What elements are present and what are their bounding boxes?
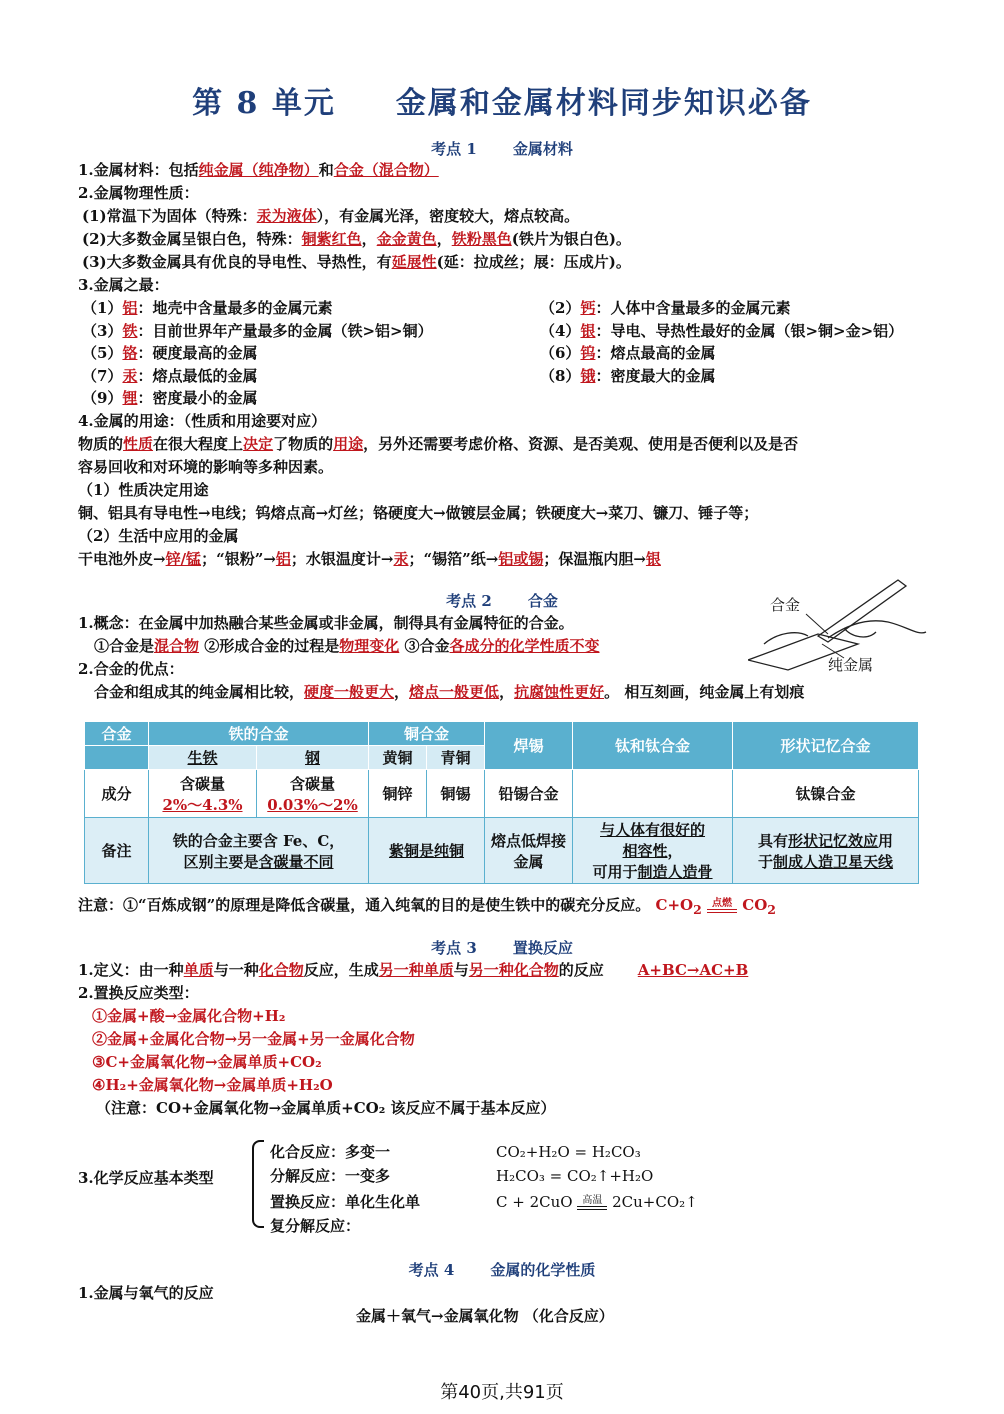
type-double-displacement: 复分解反应：	[270, 1217, 361, 1235]
section-heading-2: 考点 2 合金	[446, 592, 558, 610]
line-uses-heading: 4.金属的用途：（性质和用途要对应）	[78, 412, 327, 430]
line-displacement-def: 1.定义：由一种单质与一种化合物反应，生成另一种单质与另一种化合物的反应 A+BC→AC+B	[78, 961, 749, 979]
th-titanium: 钛和钛合金	[573, 722, 733, 770]
line-physical-props: 2.金属物理性质：	[78, 184, 199, 202]
superlative-2: （2）钙：人体中含量最多的金属元素	[540, 299, 791, 317]
unit-label: 第 8 单元	[192, 86, 336, 121]
line-uses-text-2: 容易回收和对环境的影响等多种因素。	[78, 458, 334, 476]
line-co-note: （注意：CO+金属氧化物→金属单质+CO₂ 该反应不属于基本反应）	[96, 1099, 556, 1117]
th-bronze: 青铜	[427, 746, 485, 770]
line-uses-sub-2: （2）生活中应用的金属	[78, 527, 239, 545]
superlative-1: （1）铝：地壳中含量最多的金属元素	[82, 299, 333, 317]
th-iron-alloy: 铁的合金	[149, 722, 369, 746]
line-alloy-concept: 1.概念：在金属中加热融合某些金属或非金属，制得具有金属特征的合金。	[78, 614, 574, 632]
type-combination: 化合反应：多变一	[270, 1143, 391, 1161]
illus-label-pure-metal: 纯金属	[828, 656, 874, 674]
line-daily-metals: 干电池外皮→锌/锰；“银粉”→铝；水银温度计→汞；“锡箔”纸→铝或锡；保温瓶内胆→银	[78, 550, 661, 568]
line-displacement-types: 2.置换反应类型：	[78, 984, 199, 1002]
brace	[252, 1140, 264, 1228]
eq-combination: CO₂+H₂O = H₂CO₃	[496, 1143, 641, 1161]
line-alloy-points: ①合金是混合物 ②形成合金的过程是物理变化 ③合金各成分的化学性质不变	[94, 637, 600, 655]
unit-name: 金属和金属材料同步知识必备	[395, 86, 812, 121]
type-displacement: 置换反应：单化生化单	[270, 1193, 421, 1211]
line-prop-3: (3)大多数金属具有优良的导电性、导热性，有延展性(延：拉成丝；展：压成片)。	[82, 253, 631, 271]
superlative-7: （7）汞：熔点最低的金属	[82, 367, 258, 385]
line-uses-sub-1: （1）性质决定用途	[78, 481, 209, 499]
th-brass: 黄铜	[369, 746, 427, 770]
superlative-4: （4）银：导电、导热性最好的金属（银>铜>金>铝）	[540, 322, 904, 340]
alloy-table	[84, 721, 919, 884]
line-metal-materials: 1.金属材料：包括纯金属（纯净物）和合金（混合物）	[78, 161, 439, 179]
eq-decomposition: H₂CO₃ = CO₂↑+H₂O	[496, 1167, 654, 1185]
section-heading-1: 考点 1 金属材料	[431, 140, 573, 158]
section-heading-3: 考点 3 置换反应	[431, 939, 573, 957]
th-solder: 焊锡	[485, 722, 573, 770]
line-steel-note: 注意：①“百炼成钢”的原理是降低含碳量，通入纯氧的目的是使生铁中的碳充分反应。 $C+O_2$ 点燃 $CO_2$	[78, 896, 776, 917]
line-metal-superlatives: 3.金属之最：	[78, 276, 169, 294]
line-type-4: ④H₂+金属氧化物→金属单质+H₂O	[92, 1076, 333, 1094]
page-number: 第40页,共91页	[440, 1382, 564, 1403]
line-uses-text-1: 物质的性质在很大程度上决定了物质的用途，另外还需要考虑价格、资源、是否美观、使用是否便利以及是否	[78, 435, 799, 453]
table-row-notes: 备注 铁的合金主要含 Fe、C， 区别主要是含碳量不同 紫铜是纯铜 熔点低焊接金属 与人体有很好的 相容性， 可用于制造人造骨 具有形状记忆效应用 于制成人造卫星天线	[85, 818, 919, 884]
line-type-1: ①金属+酸→金属化合物+H₂	[92, 1007, 286, 1025]
th-pig-iron: 生铁	[149, 746, 257, 770]
line-metal-oxygen-eq: 金属＋氧气→金属氧化物 （化合反应）	[356, 1307, 614, 1325]
table-row-composition: 成分 含碳量 2%～4.3% 含碳量 0.03%～2% 铜锌 铜锡 铅锡合金 钛镍合金	[85, 770, 919, 818]
superlative-8: （8）锇：密度最大的金属	[540, 367, 716, 385]
th-alloy: 合金	[85, 722, 149, 746]
th-copper-alloy: 铜合金	[369, 722, 485, 746]
superlative-6: （6）钨：熔点最高的金属	[540, 344, 716, 362]
line-basic-types-label: 3.化学反应基本类型	[78, 1169, 214, 1187]
eq-displacement: C + 2CuO 高温 2Cu+CO₂↑	[496, 1193, 698, 1211]
line-alloy-compare: 合金和组成其的纯金属相比较，硬度一般更大，熔点一般更低，抗腐蚀性更好。 相互刻画，纯金属上有划痕	[94, 683, 805, 701]
superlative-9: （9）锂：密度最小的金属	[82, 389, 258, 407]
superlative-5: （5）铬：硬度最高的金属	[82, 344, 258, 362]
line-prop-1: (1)常温下为固体（特殊：汞为液体），有金属光泽，密度较大，熔点较高。	[82, 207, 580, 225]
line-type-3: ③C+金属氧化物→金属单质+CO₂	[92, 1053, 322, 1071]
line-uses-examples: 铜、铝具有导电性→电线；钨熔点高→灯丝；铬硬度大→做镀层金属；铁硬度大→菜刀、镰刀、锤子等；	[78, 504, 759, 522]
line-metal-oxygen: 1.金属与氧气的反应	[78, 1284, 214, 1302]
section-heading-4: 考点 4 金属的化学性质	[408, 1261, 596, 1279]
page-title	[0, 78, 1004, 122]
type-decomposition: 分解反应：一变多	[270, 1167, 391, 1185]
superlative-3: （3）铁：目前世界年产量最多的金属（铁>铝>铜）	[82, 322, 433, 340]
illus-label-alloy: 合金	[770, 596, 801, 614]
scratch-test-illustration	[748, 574, 928, 678]
th-steel: 钢	[257, 746, 369, 770]
th-shape-memory: 形状记忆合金	[733, 722, 919, 770]
line-alloy-advantages: 2.合金的优点：	[78, 660, 184, 678]
line-prop-2: (2)大多数金属呈银白色，特殊：铜紫红色，金金黄色，铁粉黑色(铁片为银白色)。	[82, 230, 631, 248]
line-type-2: ②金属+金属化合物→另一金属+另一金属化合物	[92, 1030, 415, 1048]
